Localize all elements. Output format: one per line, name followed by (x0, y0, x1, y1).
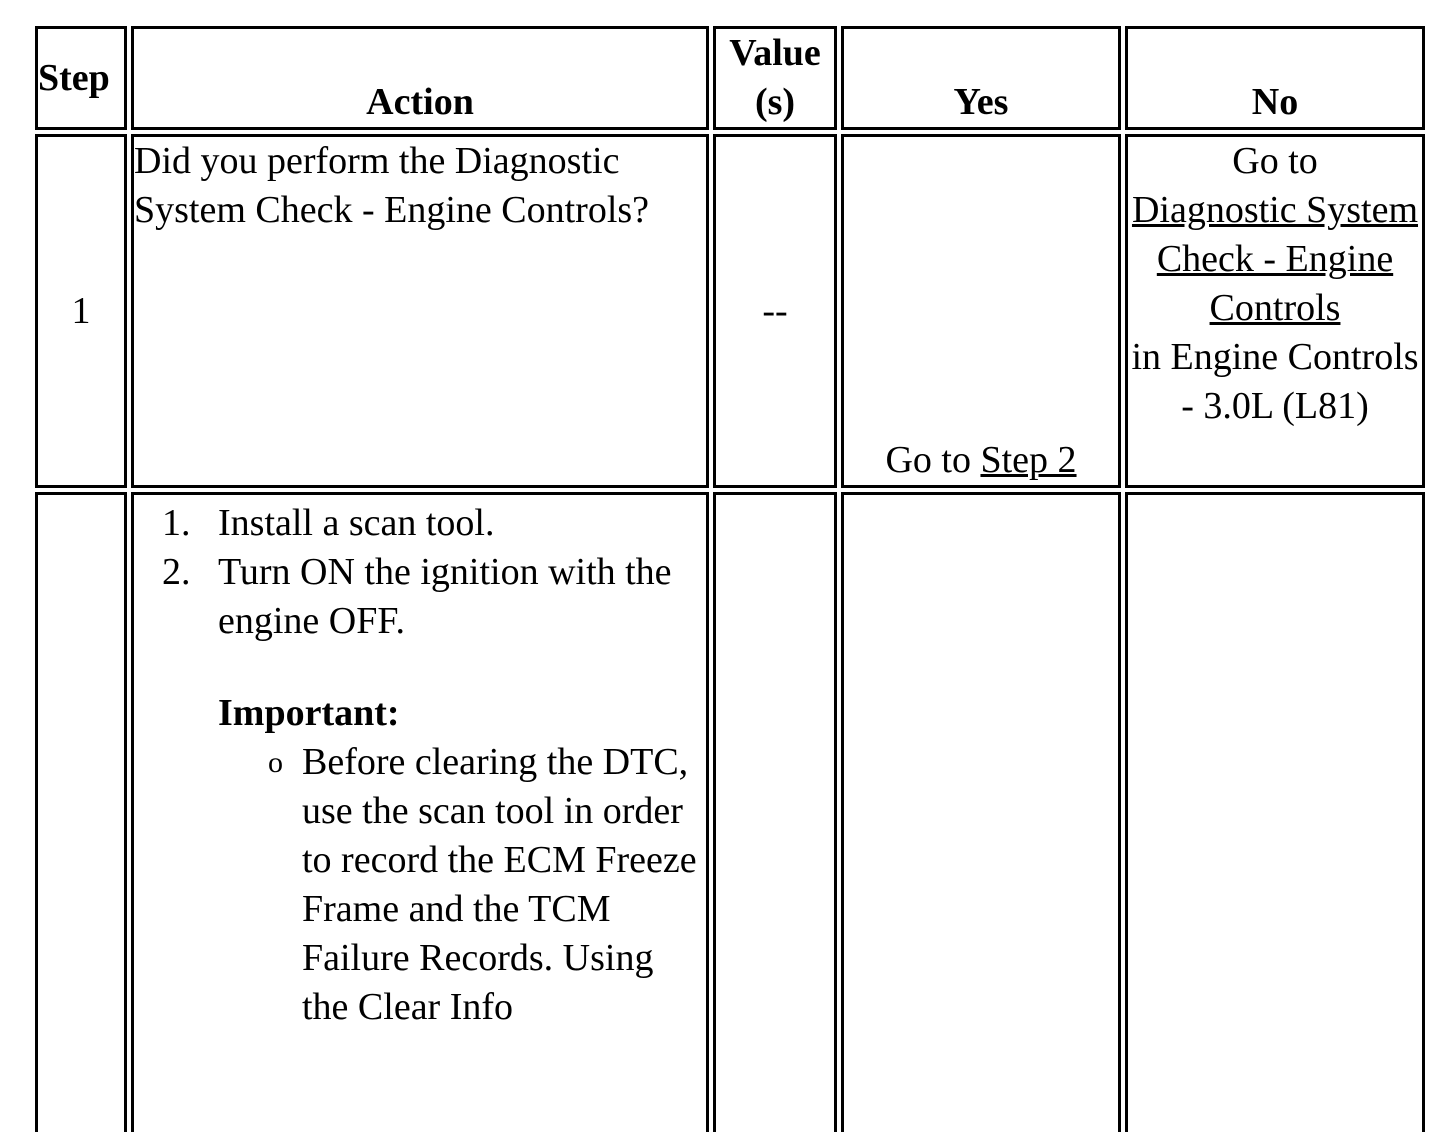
header-value: Value (s) (713, 26, 837, 130)
no-prefix: Go to (1232, 140, 1318, 182)
header-yes: Yes (841, 26, 1121, 130)
header-no: No (1125, 26, 1425, 130)
list-number: 1. (162, 502, 191, 544)
no-suffix: in Engine Controls - 3.0L (L81) (1131, 336, 1419, 427)
important-label: Important: (218, 692, 400, 734)
diagnostic-system-check-link[interactable]: Diagnostic System Check - Engine Controls (1131, 189, 1419, 329)
diagnostic-table (31, 22, 1429, 1136)
value-cell (713, 492, 837, 1132)
table-row (35, 492, 1425, 1132)
yes-cell (841, 134, 1121, 488)
list-item (134, 499, 706, 548)
step-number (35, 492, 127, 1132)
action-text: Did you perform the Diagnostic System Check - Engine Controls? (131, 134, 709, 488)
header-step: Step (35, 26, 127, 130)
list-text: Turn ON the ignition with the engine OFF. (218, 551, 672, 642)
no-cell (1125, 492, 1425, 1132)
bullet-icon: o (268, 746, 283, 779)
step-number: 1 (35, 134, 127, 488)
list-number: 2. (162, 551, 191, 593)
action-cell (131, 492, 709, 1132)
list-text: Install a scan tool. (218, 502, 495, 544)
no-cell (1125, 134, 1425, 488)
important-note (134, 738, 706, 1032)
action-steps-list (134, 499, 706, 646)
step-2-link[interactable]: Step 2 (980, 439, 1077, 481)
header-row (35, 26, 1425, 130)
important-text: Before clearing the DTC, use the scan tool in order to record the ECM Freeze Frame and the TCM Failure Records. Using the Clear Info (302, 741, 697, 1028)
table-row (35, 134, 1425, 488)
header-action: Action (131, 26, 709, 130)
yes-prefix: Go to (885, 439, 981, 481)
yes-cell (841, 492, 1121, 1132)
value-cell: -- (713, 134, 837, 488)
list-item (134, 548, 706, 646)
